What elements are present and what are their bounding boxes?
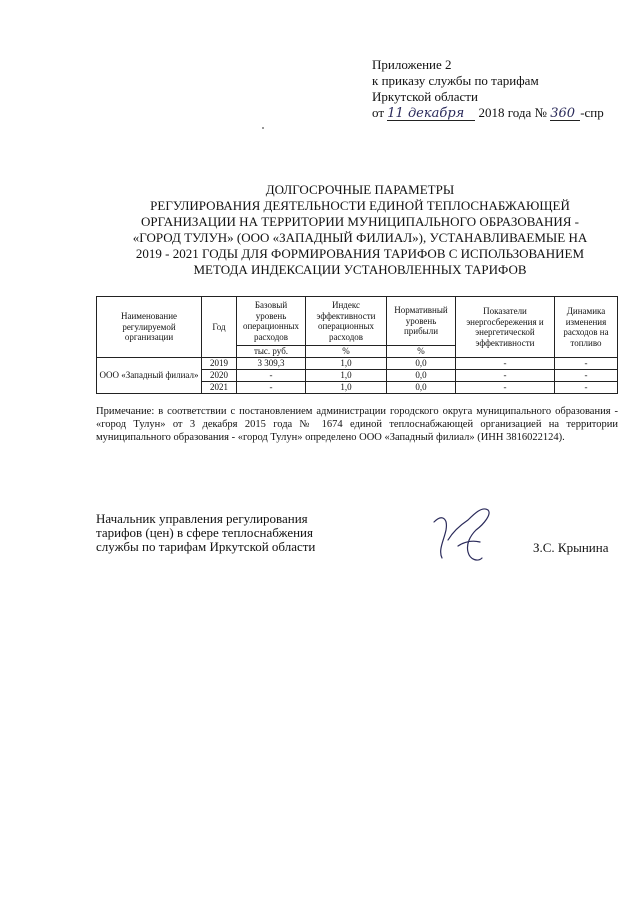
number-suffix: -спр xyxy=(580,105,604,120)
profit-cell: 0,0 xyxy=(387,370,456,382)
title-line-1: ДОЛГОСРОЧНЫЕ ПАРАМЕТРЫ xyxy=(265,182,455,197)
handwritten-signature xyxy=(428,500,498,566)
header-energy: Показатели энергосбережения и энергетической эффективности xyxy=(456,297,555,358)
base-cell: 3 309,3 xyxy=(237,358,306,370)
signer-line-3: службы по тарифам Иркутской области xyxy=(96,539,316,554)
index-cell: 1,0 xyxy=(306,382,387,394)
date-prefix: от xyxy=(372,105,385,120)
energy-cell: - xyxy=(456,382,555,394)
fuel-cell: - xyxy=(555,382,618,394)
date-field xyxy=(387,106,475,121)
unit-profit: % xyxy=(387,346,456,358)
number-handwritten: 360 xyxy=(550,106,576,121)
fuel-cell: - xyxy=(555,370,618,382)
unit-index: % xyxy=(306,346,387,358)
base-cell: - xyxy=(237,382,306,394)
unit-base: тыс. руб. xyxy=(237,346,306,358)
index-cell: 1,0 xyxy=(306,358,387,370)
appendix-date-line xyxy=(372,105,604,121)
header-index: Индекс эффективности операционных расходов xyxy=(306,297,387,346)
year-cell: 2019 xyxy=(202,358,237,370)
title-line-5: 2019 - 2021 ГОДЫ ДЛЯ ФОРМИРОВАНИЯ ТАРИФОВ С ИСПОЛЬЗОВАНИЕМ xyxy=(135,246,585,261)
header-year: Год xyxy=(202,297,237,358)
header-profit: Нормативный уровень прибыли xyxy=(387,297,456,346)
document-title xyxy=(100,182,620,278)
signer-title xyxy=(96,512,315,554)
year-text: 2018 года № xyxy=(478,105,547,120)
appendix-line-2: к приказу службы по тарифам xyxy=(372,73,539,88)
table-header-row xyxy=(97,297,618,346)
table-row xyxy=(97,358,618,370)
signer-line-2: тарифов (цен) в сфере теплоснабжения xyxy=(96,525,313,540)
base-cell: - xyxy=(237,370,306,382)
appendix-line-3: Иркутской области xyxy=(372,89,478,104)
year-cell: 2021 xyxy=(202,382,237,394)
signer-line-1: Начальник управления регулирования xyxy=(96,511,308,526)
header-fuel: Динамика изменения расходов на топливо xyxy=(555,297,618,358)
title-line-2: РЕГУЛИРОВАНИЯ ДЕЯТЕЛЬНОСТИ ЕДИНОЙ ТЕПЛОСНАБЖАЮЩЕЙ xyxy=(150,198,570,213)
scan-speck xyxy=(262,127,264,129)
energy-cell: - xyxy=(456,370,555,382)
energy-cell: - xyxy=(456,358,555,370)
title-line-3: ОРГАНИЗАЦИИ НА ТЕРРИТОРИИ МУНИЦИПАЛЬНОГО ОБРАЗОВАНИЯ - xyxy=(140,214,579,229)
org-name-cell: ООО «Западный филиал» xyxy=(97,358,202,394)
title-line-6: МЕТОДА ИНДЕКСАЦИИ УСТАНОВЛЕННЫХ ТАРИФОВ xyxy=(193,262,527,277)
appendix-header xyxy=(372,57,604,121)
year-cell: 2020 xyxy=(202,370,237,382)
signer-name: З.С. Крынина xyxy=(533,540,609,555)
number-field xyxy=(550,106,580,121)
parameters-table xyxy=(96,296,618,394)
header-base: Базовый уровень операционных расходов xyxy=(237,297,306,346)
profit-cell: 0,0 xyxy=(387,382,456,394)
profit-cell: 0,0 xyxy=(387,358,456,370)
fuel-cell: - xyxy=(555,358,618,370)
note-paragraph: Примечание: в соответствии с постановлением администрации городского округа муниципального образования - «город Тулун» от 3 декабря 2015 года № 1674 единой теплоснабжающей организацией на территории муниципального образования - «город Тулун» определено ООО «Западный филиал» (ИНН 3816022124). xyxy=(96,406,618,443)
header-org: Наименование регулируемой организации xyxy=(97,297,202,358)
date-handwritten: 11 декабря xyxy=(387,106,465,121)
index-cell: 1,0 xyxy=(306,370,387,382)
appendix-line-1: Приложение 2 xyxy=(372,57,452,72)
title-line-4: «ГОРОД ТУЛУН» (ООО «ЗАПАДНЫЙ ФИЛИАЛ»), УСТАНАВЛИВАЕМЫЕ НА xyxy=(132,230,588,245)
